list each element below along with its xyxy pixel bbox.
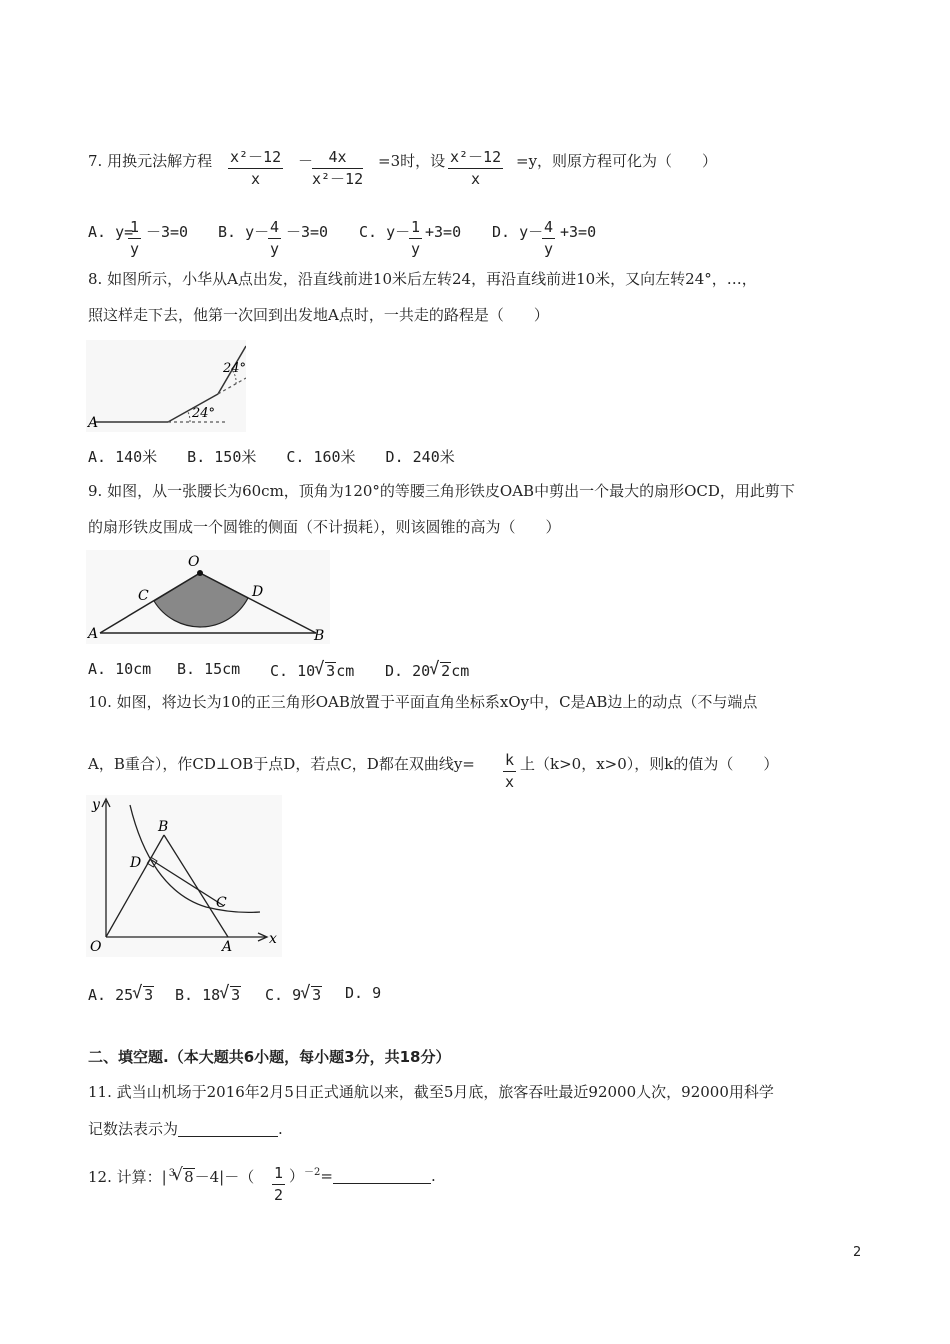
q10-frac-den: x [505,772,515,791]
q10-fig-c: C [216,895,227,911]
q7-option-d-post: +3=0 [560,223,597,241]
q7-option-b-frac [268,220,281,258]
q12-fraction [272,1166,285,1204]
q11-line1: 11. 武当山机场于2016年2月5日正式通航以来，截至5月底，旅客吞吐最近92000人次，92000用科学 [88,1083,774,1101]
section-2-heading: 二、填空题.（本大题共6小题，每小题3分，共18分） [88,1048,451,1066]
q7-option-b-post: －3=0 [286,223,329,241]
q9-option-b: B. 15cm [177,660,241,678]
q9-option-c-radical: √ 3 [325,662,336,680]
q7-option-a-frac [128,220,141,258]
q7-option-a-num: 1 [128,220,141,239]
q10-frac-num: k [503,753,516,772]
q10-option-b [175,986,241,1004]
q9-figure [86,550,330,644]
q9-option-d-pre: D. 20 [385,662,431,680]
q7-option-d-frac [542,220,555,258]
q8-line1: 8. 如图所示，小华从A点出发，沿直线前进10米后左转24，再沿直线前进10米，又向左转24°，…， [88,270,757,288]
q9-fig-d: D [252,584,264,600]
q10-fig-b: B [158,819,169,835]
q9-option-d [385,662,469,680]
q10-option-a-pre: A. 25 [88,986,134,1004]
q7-f3-den: x [471,169,481,188]
q7-option-a [88,225,133,240]
q8-figure [86,340,246,432]
q12-pre: 12. 计算：| [88,1168,167,1186]
q7-suffix: =y，则原方程可化为（ ） [516,152,718,170]
q10-option-c-pre: C. 9 [265,986,302,1004]
q7-option-d-pre: D. y－ [492,223,544,241]
q7-option-c-frac [409,220,422,258]
q10-fig-y: y [92,797,100,813]
q12-root-index: 3 [168,1168,176,1179]
q8-fig-angle-1: 24° [192,406,216,421]
q11-line2 [88,1122,283,1137]
q7-option-c-post: +3=0 [425,223,462,241]
q9-line1: 9. 如图，从一张腰长为60cm，顶角为120°的等腰三角形铁皮OAB中剪出一个最大的扇形OCD，用此剪下 [88,482,795,500]
q7-option-c-pre: C. y－ [359,223,411,241]
q10-line2-post: 上（k>0，x>0），则k的值为（ ） [520,755,779,773]
q9-option-c-pre: C. 10 [270,662,316,680]
q8-fig-label-a: A [88,415,99,431]
q7-option-a-den: y [130,239,140,258]
q7-option-d-den: y [544,239,554,258]
q7-fraction-3 [448,150,503,188]
q7-option-d-num: 4 [542,220,555,239]
q7-mid: =3时，设 [378,152,446,170]
q7-minus: － [298,152,314,170]
q10-option-a-radical: √ 3 [143,986,154,1004]
q7-prefix: 7. 用换元法解方程 [88,152,213,170]
q7-option-c-den: y [411,239,421,258]
q9-option-c [270,662,354,680]
q12-line [88,1168,254,1186]
q12-post: ） [289,1167,305,1185]
q10-option-c-radical: √ 3 [311,986,322,1004]
q8-fig-angle-2: 24° [223,361,246,376]
q9-option-c-post: cm [336,662,355,680]
q7-f3-num: x²－12 [448,150,503,169]
q10-fig-a: A [222,939,233,955]
q7-f1-den: x [251,169,261,188]
q11-line2-text: 记数法表示为 [88,1120,179,1138]
q9-fig-c: C [138,588,149,604]
q12-line-tail [289,1168,436,1184]
q10-fraction [503,753,516,791]
q7-option-c-num: 1 [409,220,422,239]
q11-end: . [278,1120,283,1138]
q10-option-d: D. 9 [345,984,382,1002]
q8-line2: 照这样走下去，他第一次回到出发地A点时，一共走的路程是（ ） [88,306,549,324]
q7-f2-den: x²－12 [312,169,364,188]
q12-frac-den: 2 [274,1185,284,1204]
q9-fig-b: B [314,628,325,644]
q10-option-a [88,986,154,1004]
q12-root: √ 8 [183,1168,195,1186]
q9-option-d-post: cm [451,662,470,680]
q7-option-a-pre: A. y= [88,223,134,241]
q10-figure [86,795,282,957]
q12-eq: = [320,1167,333,1185]
q12-frac-num: 1 [272,1166,285,1185]
q10-option-b-radical: √ 3 [230,986,241,1004]
q7-f1-num: x²－12 [228,150,283,169]
q7-option-a-post: －3=0 [146,223,189,241]
q10-line2-pre: A，B重合），作CD⊥OB于点D，若点C，D都在双曲线y= [88,755,475,773]
q7-fraction-1 [228,150,283,188]
q9-option-a: A. 10cm [88,660,152,678]
q12-end: . [430,1167,436,1185]
q10-fig-d: D [130,855,142,871]
q10-option-c [265,986,322,1004]
q9-fig-o: O [188,554,200,570]
q9-fig-a: A [88,626,99,642]
page-number: 2 [853,1245,862,1260]
q7-option-b-pre: B. y－ [218,223,270,241]
q7-f2-num: 4x [312,150,363,169]
q12-exponent: －2 [304,1167,321,1178]
q7-option-b-den: y [270,239,280,258]
q10-line1: 10. 如图，将边长为10的正三角形OAB放置于平面直角坐标系xOy中，C是AB边上的动点（不与端点 [88,693,758,711]
q9-line2: 的扇形铁皮围成一个圆锥的侧面（不计损耗），则该圆锥的高为（ ） [88,518,561,536]
q12-mid: －4|－（ [194,1168,255,1186]
q10-fig-x: x [269,931,277,947]
q7-fraction-2 [312,150,363,188]
q10-fig-o: O [90,939,102,955]
q8-options: A. 140米 B. 150米 C. 160米 D. 240米 [88,448,455,466]
q9-option-d-radical: √ 2 [440,662,451,680]
q7-option-b-num: 4 [268,220,281,239]
q12-answer-blank[interactable] [333,1169,431,1184]
q10-option-b-pre: B. 18 [175,986,221,1004]
q11-answer-blank[interactable] [178,1122,278,1137]
